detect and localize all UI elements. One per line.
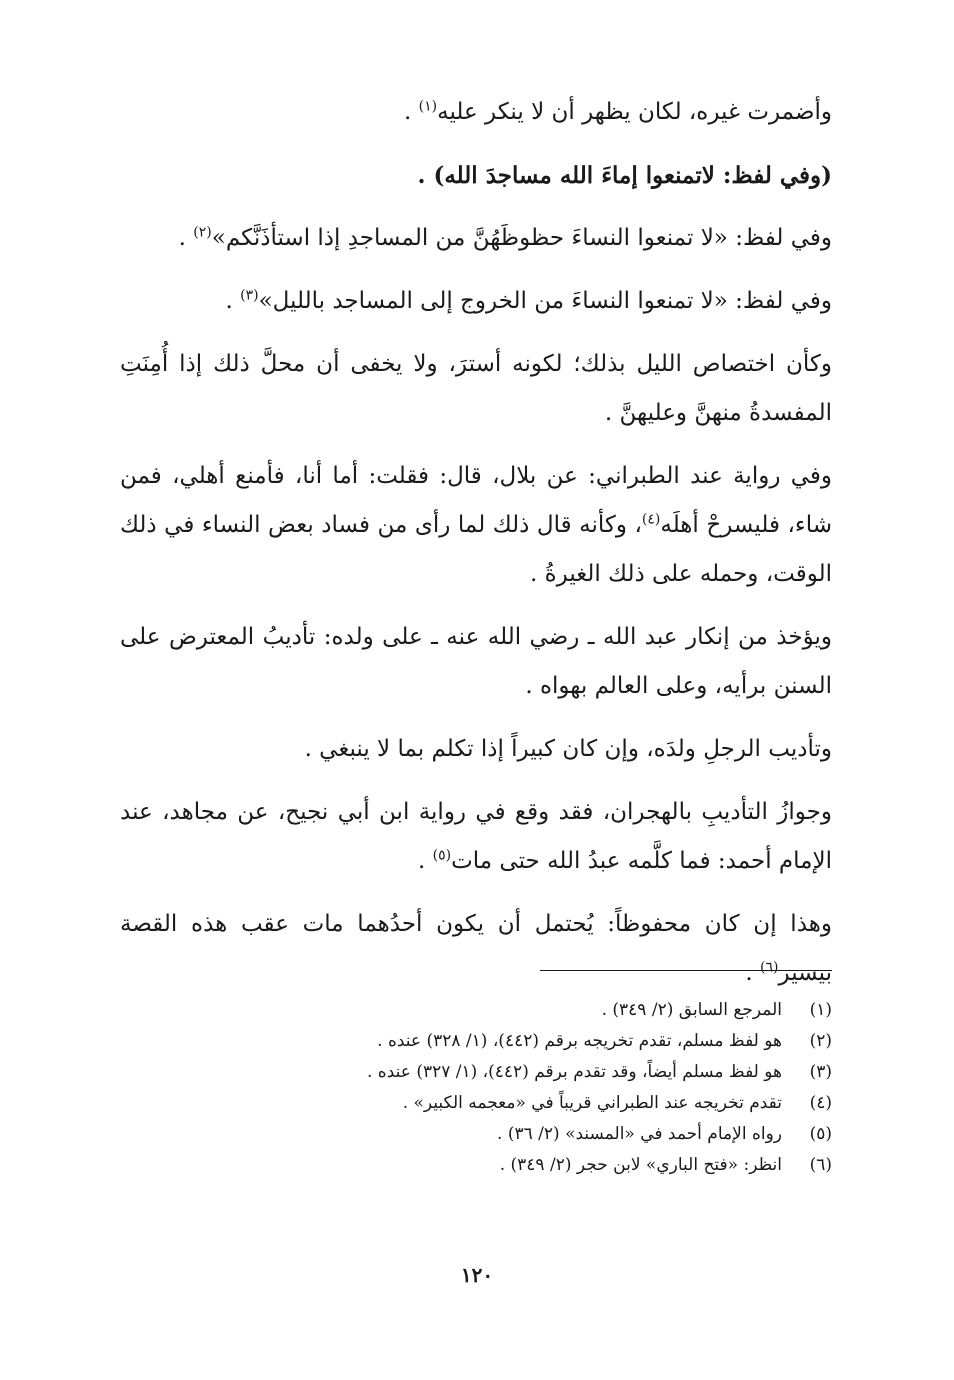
footnote-number: (٢) (809, 1031, 832, 1051)
footnote-ref-3[interactable]: (٣) (240, 287, 259, 304)
paragraph-10: وهذا إن كان محفوظاً: يُحتمل أن يكون أحدُهما مات عقب هذه القصة بيسير$^{(٦)}$ . (120, 911, 832, 986)
paragraph-4: وفي لفظ: «لا تمنعوا النساءَ من الخروج إلى المساجد بالليل»$^{(٣)}$ . (225, 287, 832, 314)
footnote-text: هو لفظ مسلم، تقدم تخريجه برقم (٤٤٢)، (١/ ٣٢٨) عنده . (377, 1031, 782, 1051)
paragraph-5: وكأن اختصاص الليل بذلك؛ لكونه أسترَ، ولا يخفى أن محلَّ ذلك إذا أُمِنَتِ المفسدةُ منهنَّ وعليهنَّ . (120, 351, 832, 426)
paragraph-6: وفي رواية عند الطبراني: عن بلال، قال: فقلت: أما أنا، فأمنع أهلي، فمن شاء، فليسرحْ أهلَه$^{(٤)}$، وكأنه قال ذلك لما رأى من فساد بعض النساء في ذلك الوقت، وحمله على ذلك الغيرةُ . (120, 463, 832, 587)
footnote-ref-2[interactable]: (٢) (193, 224, 212, 241)
footnote-ref-1[interactable]: (١) (418, 98, 438, 115)
footnote-number: (٣) (809, 1062, 832, 1082)
paragraph-1: وأضمرت غيره، لكان يظهر أن لا ينكر عليه$^{(١)}$ . (404, 98, 832, 125)
footnote-number: (١) (809, 1000, 832, 1020)
footnote-text: المرجع السابق (٢/ ٣٤٩) . (601, 1000, 782, 1020)
footnote-1 (120, 995, 832, 1026)
footnote-5 (120, 1119, 832, 1150)
footnote-text: تقدم تخريجه عند الطبراني قريباً في «معجمه الكبير» . (402, 1093, 782, 1113)
page-number: ١٢٠ (460, 1263, 494, 1287)
footnote-number: (٤) (809, 1093, 832, 1113)
footnote-number: (٥) (809, 1124, 832, 1144)
main-text (120, 88, 832, 1012)
footnote-2 (120, 1026, 832, 1057)
paragraph-9: وجوازُ التأديبِ بالهجران، فقد وقع في رواية ابن أبي نجيح، عن مجاهد، عند الإمام أحمد: فما كلَّمه عبدُ الله حتى مات$^{(٥)}$ . (120, 799, 832, 874)
footnote-ref-4[interactable]: (٤) (641, 511, 661, 528)
footnote-4 (120, 1088, 832, 1119)
footnote-3 (120, 1057, 832, 1088)
paragraph-8: وتأديب الرجلِ ولدَه، وإن كان كبيراً إذا تكلم بما لا ينبغي . (304, 736, 832, 762)
footnotes (120, 995, 832, 1181)
paragraph-3: وفي لفظ: «لا تمنعوا النساءَ حظوظَهُنَّ من المساجدِ إذا استأذَنَّكم»$^{(٢)}$ . (178, 224, 832, 251)
footnote-number: (٦) (809, 1155, 832, 1175)
paragraph-2-quote: (وفي لفظ: لاتمنعوا إماءَ الله مساجدَ الله) . (417, 162, 832, 189)
paragraph-7: ويؤخذ من إنكار عبد الله ـ رضي الله عنه ـ على ولده: تأديبُ المعترض على السنن برأيه، وعلى العالم بهواه . (120, 624, 832, 699)
footnote-separator (540, 970, 832, 971)
footnote-ref-6[interactable]: (٦) (760, 959, 779, 976)
footnote-6 (120, 1150, 832, 1181)
footnote-text: رواه الإمام أحمد في «المسند» (٢/ ٣٦) . (497, 1124, 782, 1144)
footnote-text: هو لفظ مسلم أيضاً، وقد تقدم برقم (٤٤٢)، (١/ ٣٢٧) عنده . (367, 1062, 782, 1082)
footnote-ref-5[interactable]: (٥) (432, 847, 452, 864)
footnote-text: انظر: «فتح الباري» لابن حجر (٢/ ٣٤٩) . (499, 1155, 782, 1175)
